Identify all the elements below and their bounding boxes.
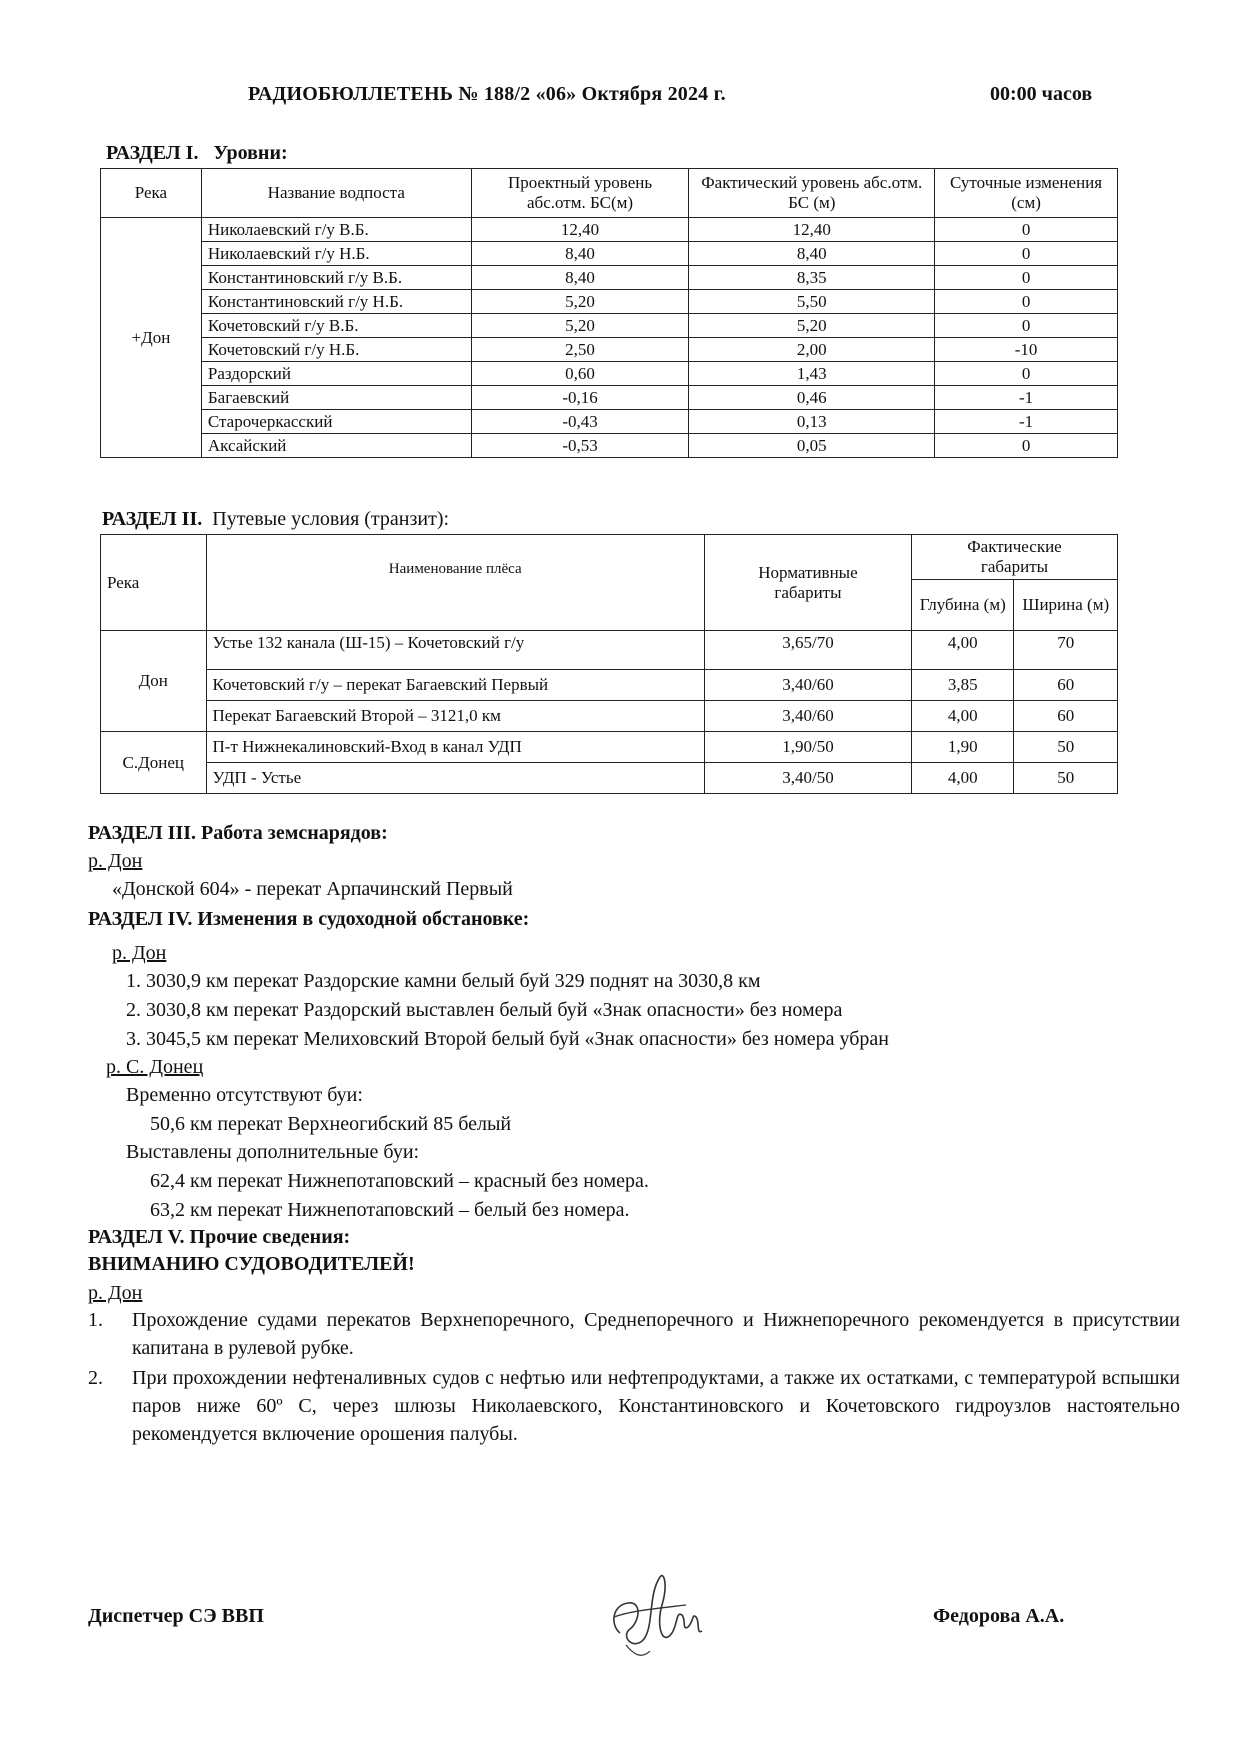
section5-title: РАЗДЕЛ V. Прочие сведения: bbox=[88, 1226, 351, 1248]
levels-change-cell: -1 bbox=[935, 410, 1118, 434]
transit-header-actual: Фактические габариты bbox=[911, 535, 1117, 580]
levels-actual-cell: 8,35 bbox=[689, 266, 935, 290]
section5-item-2-num: 2. bbox=[88, 1367, 103, 1389]
levels-actual-cell: 1,43 bbox=[689, 362, 935, 386]
levels-actual-cell: 12,40 bbox=[689, 218, 935, 242]
transit-normative-cell: 1,90/50 bbox=[704, 732, 911, 763]
transit-width-cell: 50 bbox=[1014, 732, 1118, 763]
section4-item-3: 3. 3045,5 км перекат Мелиховский Второй белый буй «Знак опасности» без номера убран bbox=[126, 1028, 889, 1050]
transit-row bbox=[101, 670, 1118, 701]
levels-change-cell: 0 bbox=[935, 314, 1118, 338]
levels-change-cell: 0 bbox=[935, 290, 1118, 314]
section1-heading bbox=[106, 142, 288, 165]
transit-header-reach: Наименование плёса bbox=[206, 535, 704, 631]
transit-header-normative: Нормативные габариты bbox=[704, 535, 911, 631]
transit-depth-cell: 1,90 bbox=[911, 732, 1014, 763]
levels-header-actual: Фактический уровень абс.отм. БС (м) bbox=[689, 169, 935, 218]
levels-row bbox=[101, 338, 1118, 362]
levels-design-cell: 0,60 bbox=[471, 362, 689, 386]
levels-design-cell: -0,43 bbox=[471, 410, 689, 434]
levels-post-cell: Аксайский bbox=[201, 434, 471, 458]
section5-item-1-num: 1. bbox=[88, 1309, 103, 1331]
levels-design-cell: 8,40 bbox=[471, 266, 689, 290]
transit-header-river: Река bbox=[101, 535, 207, 631]
levels-row bbox=[101, 362, 1118, 386]
section4-absent-item: 50,6 км перекат Верхнеогибский 85 белый bbox=[150, 1113, 512, 1135]
transit-width-cell: 50 bbox=[1014, 763, 1118, 794]
levels-river-cell: +Дон bbox=[101, 218, 202, 458]
levels-change-cell: 0 bbox=[935, 362, 1118, 386]
transit-table bbox=[100, 534, 1118, 794]
section4-item-1: 1. 3030,9 км перекат Раздорские камни белый буй 329 поднят на 3030,8 км bbox=[126, 970, 761, 992]
section4-river-donets: р. С. Донец bbox=[106, 1056, 204, 1078]
section5-item-2-text: При прохождении нефтеналивных судов с нефтью или нефтепродуктами, а также их остатками, с температурой вспышки паров ниже 60º С, через шлюзы Николаевского, Константиновского и Кочетовского гидроузлов настоятельно рекомендуется включение орошения палубы. bbox=[132, 1367, 1180, 1445]
section3-item: «Донской 604» - перекат Арпачинский Первый bbox=[112, 878, 513, 900]
section4-title: РАЗДЕЛ IV. Изменения в судоходной обстановке: bbox=[88, 908, 530, 930]
levels-design-cell: 5,20 bbox=[471, 314, 689, 338]
section5-item-2 bbox=[88, 1364, 1180, 1448]
section4-absent-label: Временно отсутствуют буи: bbox=[126, 1084, 363, 1106]
levels-post-cell: Багаевский bbox=[201, 386, 471, 410]
levels-post-cell: Николаевский г/у В.Б. bbox=[201, 218, 471, 242]
transit-normative-cell: 3,65/70 bbox=[704, 631, 911, 670]
transit-depth-cell: 4,00 bbox=[911, 701, 1014, 732]
section1-label: РАЗДЕЛ I. bbox=[106, 142, 199, 164]
levels-row bbox=[101, 434, 1118, 458]
levels-design-cell: -0,16 bbox=[471, 386, 689, 410]
section3-river: р. Дон bbox=[88, 850, 143, 872]
levels-design-cell: 12,40 bbox=[471, 218, 689, 242]
transit-width-cell: 60 bbox=[1014, 701, 1118, 732]
levels-header-change: Суточные изменения (см) bbox=[935, 169, 1118, 218]
levels-header-post: Название водпоста bbox=[201, 169, 471, 218]
section4-added-item-1: 62,4 км перекат Нижнепотаповский – красный без номера. bbox=[150, 1170, 649, 1192]
section4-item-2: 2. 3030,8 км перекат Раздорский выставлен белый буй «Знак опасности» без номера bbox=[126, 999, 843, 1021]
transit-width-cell: 60 bbox=[1014, 670, 1118, 701]
transit-reach-cell: Перекат Багаевский Второй – 3121,0 км bbox=[206, 701, 704, 732]
transit-reach-cell: Устье 132 канала (Ш-15) – Кочетовский г/у bbox=[206, 631, 704, 670]
transit-header-depth: Глубина (м) bbox=[911, 580, 1014, 631]
levels-header-design: Проектный уровень абс.отм. БС(м) bbox=[471, 169, 689, 218]
levels-row bbox=[101, 290, 1118, 314]
transit-header-width: Ширина (м) bbox=[1014, 580, 1118, 631]
transit-width-cell: 70 bbox=[1014, 631, 1118, 670]
transit-body bbox=[101, 631, 1118, 794]
section2-label: РАЗДЕЛ II. bbox=[102, 508, 203, 530]
levels-actual-cell: 2,00 bbox=[689, 338, 935, 362]
transit-depth-cell: 3,85 bbox=[911, 670, 1014, 701]
levels-body bbox=[101, 218, 1118, 458]
levels-header-river: Река bbox=[101, 169, 202, 218]
levels-row bbox=[101, 242, 1118, 266]
section4-river-don: р. Дон bbox=[112, 942, 167, 964]
transit-depth-cell: 4,00 bbox=[911, 631, 1014, 670]
levels-actual-cell: 0,13 bbox=[689, 410, 935, 434]
levels-post-cell: Николаевский г/у Н.Б. bbox=[201, 242, 471, 266]
transit-normative-cell: 3,40/50 bbox=[704, 763, 911, 794]
levels-change-cell: 0 bbox=[935, 242, 1118, 266]
levels-post-cell: Старочеркасский bbox=[201, 410, 471, 434]
levels-change-cell: 0 bbox=[935, 218, 1118, 242]
levels-change-cell: -1 bbox=[935, 386, 1118, 410]
transit-row bbox=[101, 732, 1118, 763]
levels-actual-cell: 5,50 bbox=[689, 290, 935, 314]
section5-attention: ВНИМАНИЮ СУДОВОДИТЕЛЕЙ! bbox=[88, 1253, 415, 1275]
transit-reach-cell: УДП - Устье bbox=[206, 763, 704, 794]
transit-reach-cell: П-т Нижнекалиновский-Вход в канал УДП bbox=[206, 732, 704, 763]
transit-row bbox=[101, 631, 1118, 670]
transit-river-cell: Дон bbox=[101, 631, 207, 732]
levels-post-cell: Кочетовский г/у В.Б. bbox=[201, 314, 471, 338]
levels-design-cell: 5,20 bbox=[471, 290, 689, 314]
section3-title: РАЗДЕЛ III. Работа земснарядов: bbox=[88, 822, 388, 844]
transit-row bbox=[101, 701, 1118, 732]
levels-change-cell: 0 bbox=[935, 266, 1118, 290]
transit-header-row bbox=[101, 535, 1118, 580]
levels-row bbox=[101, 218, 1118, 242]
section2-title: Путевые условия (транзит): bbox=[212, 508, 450, 530]
bulletin-time: 00:00 часов bbox=[990, 83, 1093, 105]
bulletin-title: РАДИОБЮЛЛЕТЕНЬ № 188/2 «06» Октября 2024 г. bbox=[248, 83, 726, 105]
levels-row bbox=[101, 314, 1118, 338]
section1-title: Уровни: bbox=[213, 142, 288, 164]
levels-post-cell: Кочетовский г/у Н.Б. bbox=[201, 338, 471, 362]
levels-row bbox=[101, 386, 1118, 410]
levels-actual-cell: 5,20 bbox=[689, 314, 935, 338]
signature-image bbox=[590, 1555, 720, 1665]
transit-normative-cell: 3,40/60 bbox=[704, 670, 911, 701]
signer-position: Диспетчер СЭ ВВП bbox=[88, 1605, 264, 1627]
levels-post-cell: Константиновский г/у В.Б. bbox=[201, 266, 471, 290]
section5-item-1 bbox=[88, 1306, 1180, 1362]
levels-row bbox=[101, 266, 1118, 290]
section5-item-1-text: Прохождение судами перекатов Верхнепоречного, Среднепоречного и Нижнепоречного рекомендуется в присутствии капитана в рулевой рубке. bbox=[132, 1309, 1180, 1359]
transit-reach-cell: Кочетовский г/у – перекат Багаевский Первый bbox=[206, 670, 704, 701]
levels-row bbox=[101, 410, 1118, 434]
transit-depth-cell: 4,00 bbox=[911, 763, 1014, 794]
levels-actual-cell: 0,46 bbox=[689, 386, 935, 410]
section5-river: р. Дон bbox=[88, 1282, 143, 1304]
levels-actual-cell: 0,05 bbox=[689, 434, 935, 458]
levels-change-cell: -10 bbox=[935, 338, 1118, 362]
levels-post-cell: Константиновский г/у Н.Б. bbox=[201, 290, 471, 314]
levels-design-cell: 8,40 bbox=[471, 242, 689, 266]
levels-actual-cell: 8,40 bbox=[689, 242, 935, 266]
levels-design-cell: 2,50 bbox=[471, 338, 689, 362]
levels-header-row bbox=[101, 169, 1118, 218]
levels-design-cell: -0,53 bbox=[471, 434, 689, 458]
transit-river-cell: С.Донец bbox=[101, 732, 207, 794]
levels-post-cell: Раздорский bbox=[201, 362, 471, 386]
section4-added-label: Выставлены дополнительные буи: bbox=[126, 1141, 420, 1163]
section4-added-item-2: 63,2 км перекат Нижнепотаповский – белый без номера. bbox=[150, 1199, 630, 1221]
levels-table bbox=[100, 168, 1118, 458]
transit-row bbox=[101, 763, 1118, 794]
levels-change-cell: 0 bbox=[935, 434, 1118, 458]
transit-normative-cell: 3,40/60 bbox=[704, 701, 911, 732]
section2-heading bbox=[102, 508, 449, 531]
signer-name: Федорова А.А. bbox=[933, 1605, 1065, 1627]
